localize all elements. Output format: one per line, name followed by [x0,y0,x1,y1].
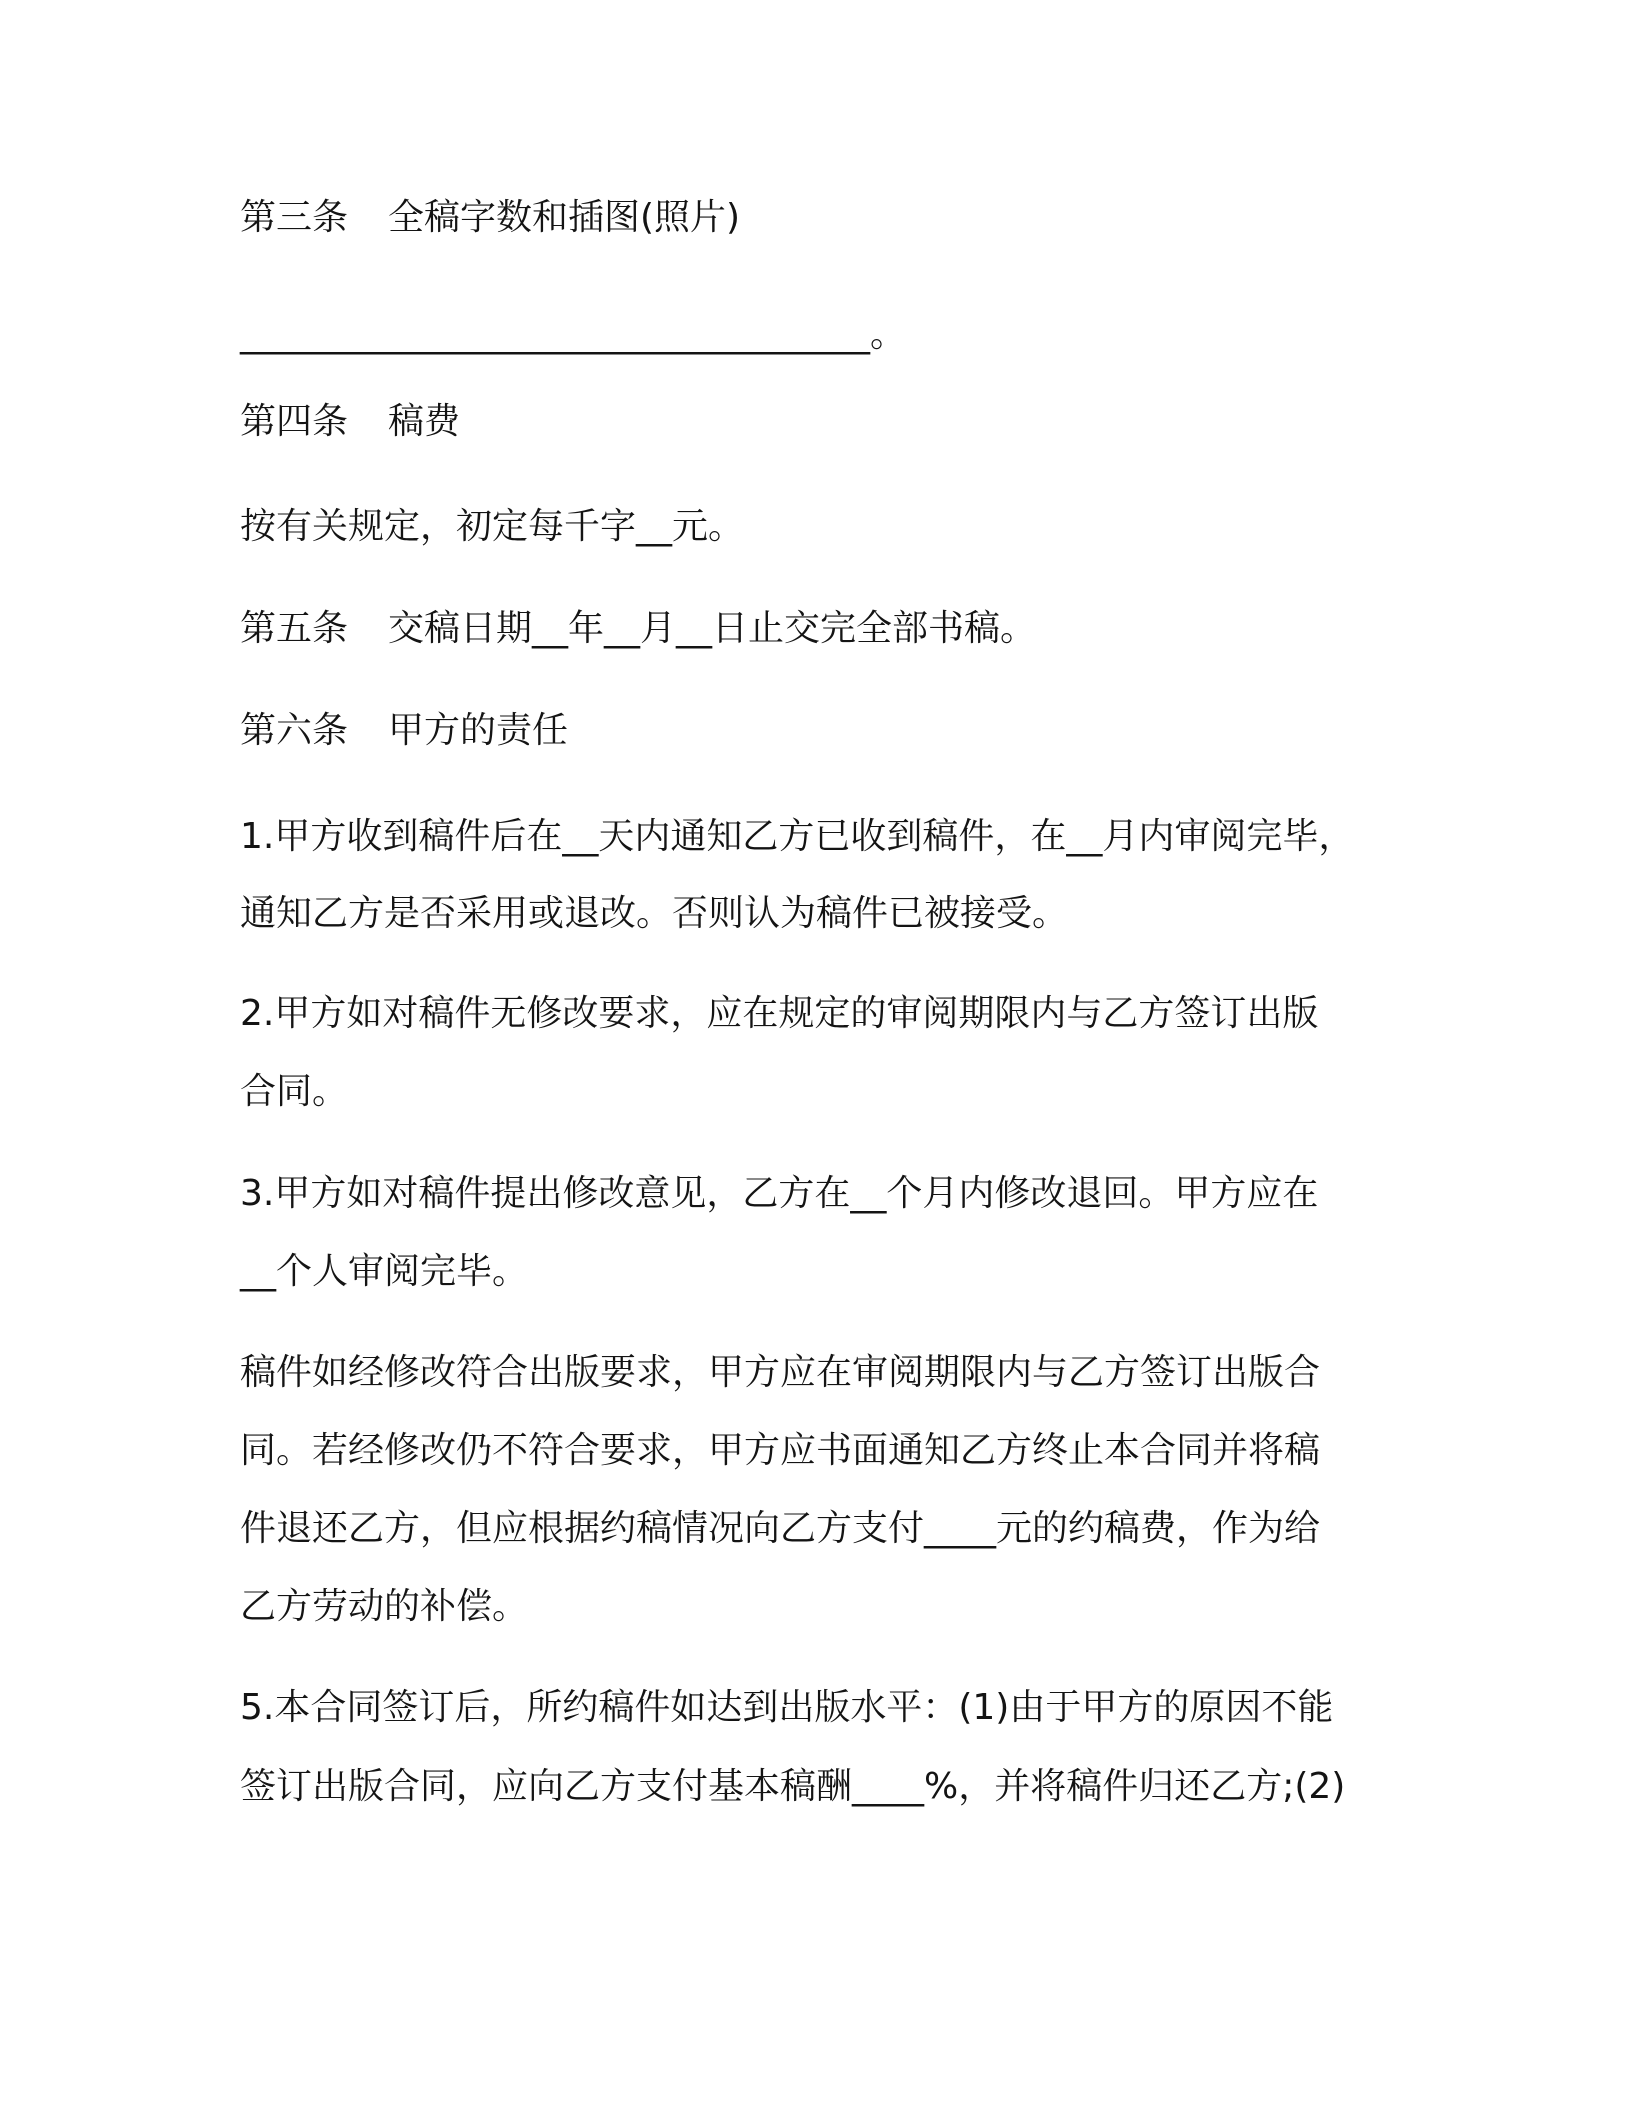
item-2-line-2: 合同。 [240,1071,349,1112]
item-1-line-2: 通知乙方是否采用或退改。否则认为稿件已被接受。 [240,893,1069,934]
item-3-line-2: __个人审阅完毕。 [240,1251,529,1292]
item-4-line-1: 稿件如经修改符合出版要求，甲方应在审阅期限内与乙方签订出版合 [240,1352,1321,1393]
article-3-heading [240,194,740,242]
item-5-line-1: 5.本合同签订后，所约稿件如达到出版水平：(1)由于甲方的原因不能 [240,1687,1334,1728]
article-5-number: 第五条 [240,608,349,649]
article-4-body: 按有关规定，初定每千字__元。 [240,506,745,547]
item-2-line-1: 2.甲方如对稿件无修改要求，应在规定的审阅期限内与乙方签订出版 [240,993,1319,1034]
article-6-heading [240,707,568,755]
article-3-title: 全稿字数和插图(照片) [388,197,741,238]
article-4-title: 稿费 [388,401,461,442]
item-4-line-3: 件退还乙方，但应根据约稿情况向乙方支付____元的约稿费，作为给 [240,1508,1321,1549]
article-6-number: 第六条 [240,710,349,751]
item-4-line-4: 乙方劳动的补偿。 [240,1586,529,1627]
article-6-title: 甲方的责任 [388,710,569,751]
item-4-line-2: 同。若经修改仍不符合要求，甲方应书面通知乙方终止本合同并将稿 [240,1430,1321,1471]
article-3-number: 第三条 [240,197,349,238]
article-4-number: 第四条 [240,401,349,442]
article-4-heading [240,398,460,446]
item-1-line-1: 1.甲方收到稿件后在__天内通知乙方已收到稿件，在__月内审阅完毕， [240,816,1355,857]
article-5-heading [240,605,1036,653]
article-3-blank-line: ___________________________________。 [240,314,906,355]
item-3-line-1: 3.甲方如对稿件提出修改意见，乙方在__个月内修改退回。甲方应在 [240,1173,1319,1214]
article-5-title: 交稿日期__年__月__日止交完全部书稿。 [388,608,1037,649]
item-5-line-2: 签订出版合同，应向乙方支付基本稿酬____%，并将稿件归还乙方;(2) [240,1766,1346,1807]
